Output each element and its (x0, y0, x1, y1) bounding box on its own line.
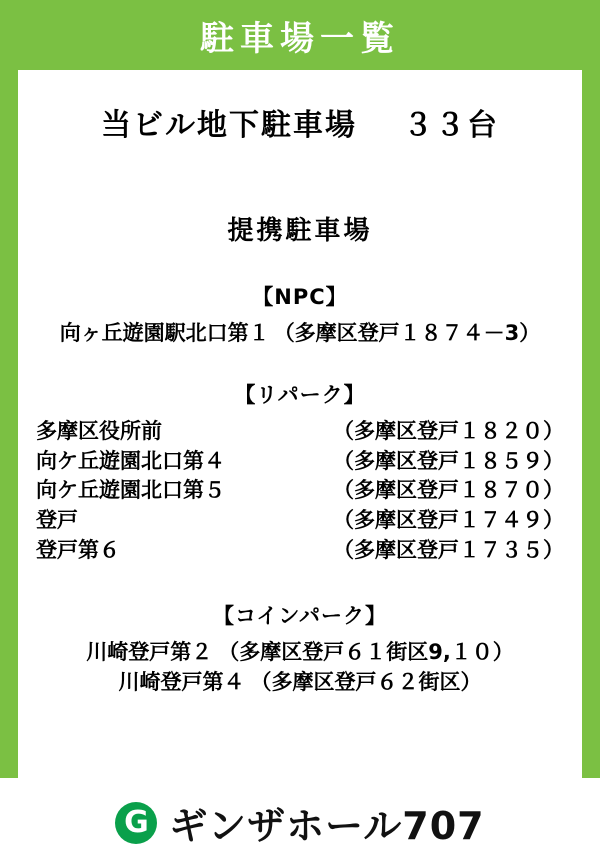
list-item (36, 417, 564, 447)
list-item (36, 447, 564, 477)
group-heading: 【NPC】 (252, 285, 348, 309)
content-sheet (18, 70, 582, 778)
partner-section-title: 提携駐車場 (227, 216, 373, 246)
lot-address: （多摩区登戸１７４９） (333, 508, 564, 533)
lot-address: （多摩区登戸６１街区9,１０） (218, 639, 514, 664)
group-rows (18, 638, 582, 698)
own-parking-row (18, 100, 582, 144)
lot-name: 登戸 (36, 508, 78, 533)
group-heading: 【コインパーク】 (213, 603, 387, 628)
lot-address: （多摩区登戸６２街区） (250, 669, 482, 694)
list-item (36, 476, 564, 506)
page-title: 駐車場一覧 (200, 18, 400, 59)
list-item (30, 638, 570, 668)
lot-address: （多摩区登戸１８７４－3） (273, 321, 541, 345)
page-footer (0, 778, 600, 867)
lot-address: （多摩区登戸１８５９） (333, 448, 564, 473)
list-item (30, 319, 570, 349)
partner-group-coinpark (18, 600, 582, 698)
list-item (36, 506, 564, 536)
logo-circle-g-icon: G (115, 802, 157, 844)
list-item (30, 668, 570, 698)
lot-name: 川崎登戸第４ (118, 669, 245, 694)
lot-name: 向ケ丘遊園北口第４ (36, 448, 225, 473)
lot-name: 多摩区役所前 (36, 418, 162, 443)
group-rows (18, 417, 582, 566)
brand-logo (115, 795, 484, 850)
page-header (0, 0, 600, 70)
lot-address: （多摩区登戸１８７０） (333, 478, 564, 503)
logo-text: ギンザホール707 (169, 804, 485, 848)
own-parking-label: 当ビル地下駐車場 (101, 108, 357, 143)
lot-name: 向ヶ丘遊園駅北口第１ (59, 321, 270, 345)
lot-name: 向ケ丘遊園北口第５ (36, 478, 225, 503)
lot-name: 川崎登戸第２ (86, 639, 213, 664)
lot-address: （多摩区登戸１７３５） (333, 538, 564, 563)
group-rows (18, 319, 582, 349)
list-item (36, 536, 564, 566)
lot-name: 登戸第６ (36, 538, 120, 563)
group-heading: 【リパーク】 (234, 382, 366, 407)
own-parking-count: ３３台 (403, 108, 499, 143)
partner-group-npc (18, 281, 582, 349)
partner-group-repark (18, 379, 582, 566)
lot-address: （多摩区登戸１８２０） (333, 418, 564, 443)
